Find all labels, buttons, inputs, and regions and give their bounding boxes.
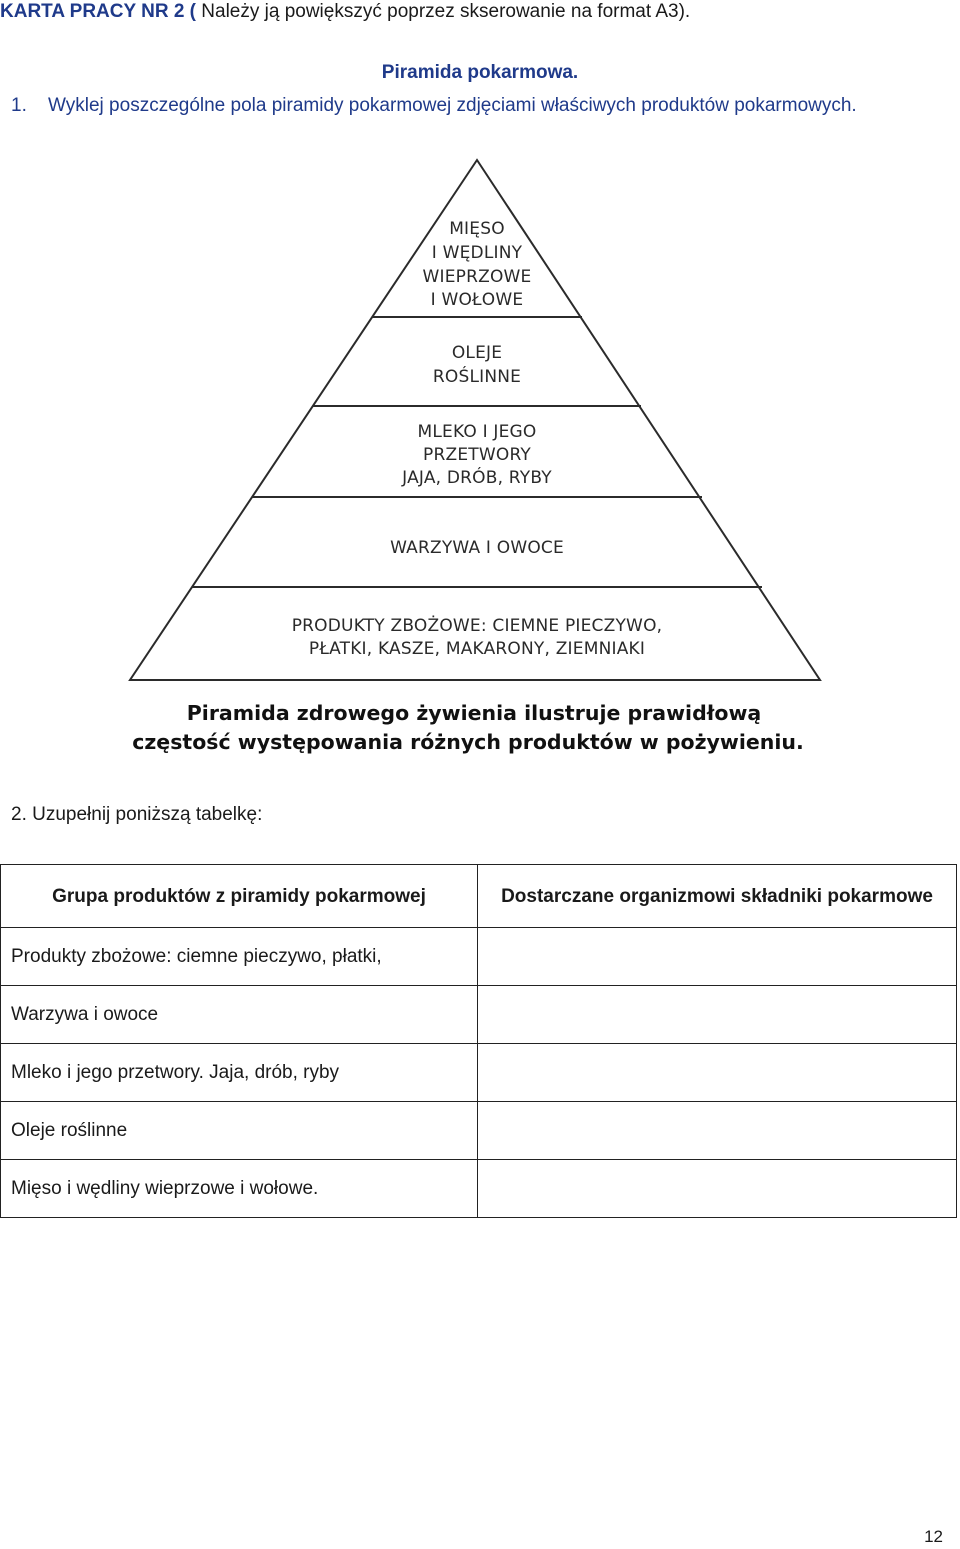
pyramid-caption-line: częstość występowania różnych produktów w pożywieniu. bbox=[132, 730, 804, 754]
pyramid-label: MLEKO I JEGO bbox=[417, 422, 537, 442]
pyramid-label: WIEPRZOWE bbox=[422, 267, 532, 287]
table-row bbox=[1, 928, 957, 986]
task-1 bbox=[11, 91, 911, 121]
column-header-nutrients: Dostarczane organizmowi składniki pokarmowe bbox=[478, 865, 957, 928]
pyramid-level-vegetables bbox=[390, 538, 564, 558]
task-1-number: 1. bbox=[11, 95, 27, 116]
worksheet-title: KARTA PRACY NR 2 ( bbox=[0, 1, 202, 22]
pyramid-label: PRZETWORY bbox=[423, 445, 531, 465]
page-number: 12 bbox=[924, 1527, 943, 1546]
food-group-cell: Oleje roślinne bbox=[1, 1102, 478, 1160]
table-row bbox=[1, 986, 957, 1044]
pyramid-level-dairy bbox=[401, 422, 552, 488]
nutrients-cell[interactable] bbox=[478, 1044, 957, 1102]
table-header-row bbox=[1, 865, 957, 928]
task-2-text: 2. Uzupełnij poniższą tabelkę: bbox=[11, 804, 263, 825]
pyramid-label: ROŚLINNE bbox=[432, 367, 522, 387]
pyramid-label: I WOŁOWE bbox=[430, 290, 524, 310]
pyramid-label: PŁATKI, KASZE, MAKARONY, ZIEMNIAKI bbox=[308, 639, 646, 659]
nutrients-cell[interactable] bbox=[478, 1160, 957, 1218]
pyramid-caption-line: Piramida zdrowego żywienia ilustruje prawidłową bbox=[186, 701, 762, 725]
food-group-cell: Mięso i wędliny wieprzowe i wołowe. bbox=[1, 1160, 478, 1218]
section-title: Piramida pokarmowa. bbox=[381, 62, 579, 83]
table-row bbox=[1, 1160, 957, 1218]
nutrients-cell[interactable] bbox=[478, 928, 957, 986]
pyramid-label: PRODUKTY ZBOŻOWE: CIEMNE PIECZYWO, bbox=[291, 616, 663, 636]
table-row bbox=[1, 1102, 957, 1160]
task-1-text: Wyklej poszczególne pola piramidy pokarmowej zdjęciami właściwych produktów pokarmowych. bbox=[48, 95, 857, 116]
food-group-cell: Warzywa i owoce bbox=[1, 986, 478, 1044]
food-group-cell: Produkty zbożowe: ciemne pieczywo, płatki, bbox=[1, 928, 478, 986]
worksheet-note: Należy ją powiększyć poprzez skserowanie na format A3). bbox=[201, 1, 691, 22]
pyramid-label: WARZYWA I OWOCE bbox=[390, 538, 564, 558]
pyramid-label: I WĘDLINY bbox=[431, 243, 523, 263]
pyramid-label: MIĘSO bbox=[449, 219, 505, 239]
nutrients-table bbox=[0, 864, 957, 1218]
pyramid-label: JAJA, DRÓB, RYBY bbox=[402, 468, 552, 488]
nutrients-cell[interactable] bbox=[478, 986, 957, 1044]
table-row bbox=[1, 1044, 957, 1102]
food-pyramid-graphic bbox=[110, 150, 840, 770]
food-group-cell: Mleko i jego przetwory. Jaja, drób, ryby bbox=[1, 1044, 478, 1102]
nutrients-cell[interactable] bbox=[478, 1102, 957, 1160]
column-header-food-group: Grupa produktów z piramidy pokarmowej bbox=[1, 865, 478, 928]
worksheet-header bbox=[0, 0, 690, 24]
pyramid-label: OLEJE bbox=[451, 343, 503, 363]
food-pyramid bbox=[110, 150, 840, 770]
pyramid-caption bbox=[132, 701, 804, 754]
